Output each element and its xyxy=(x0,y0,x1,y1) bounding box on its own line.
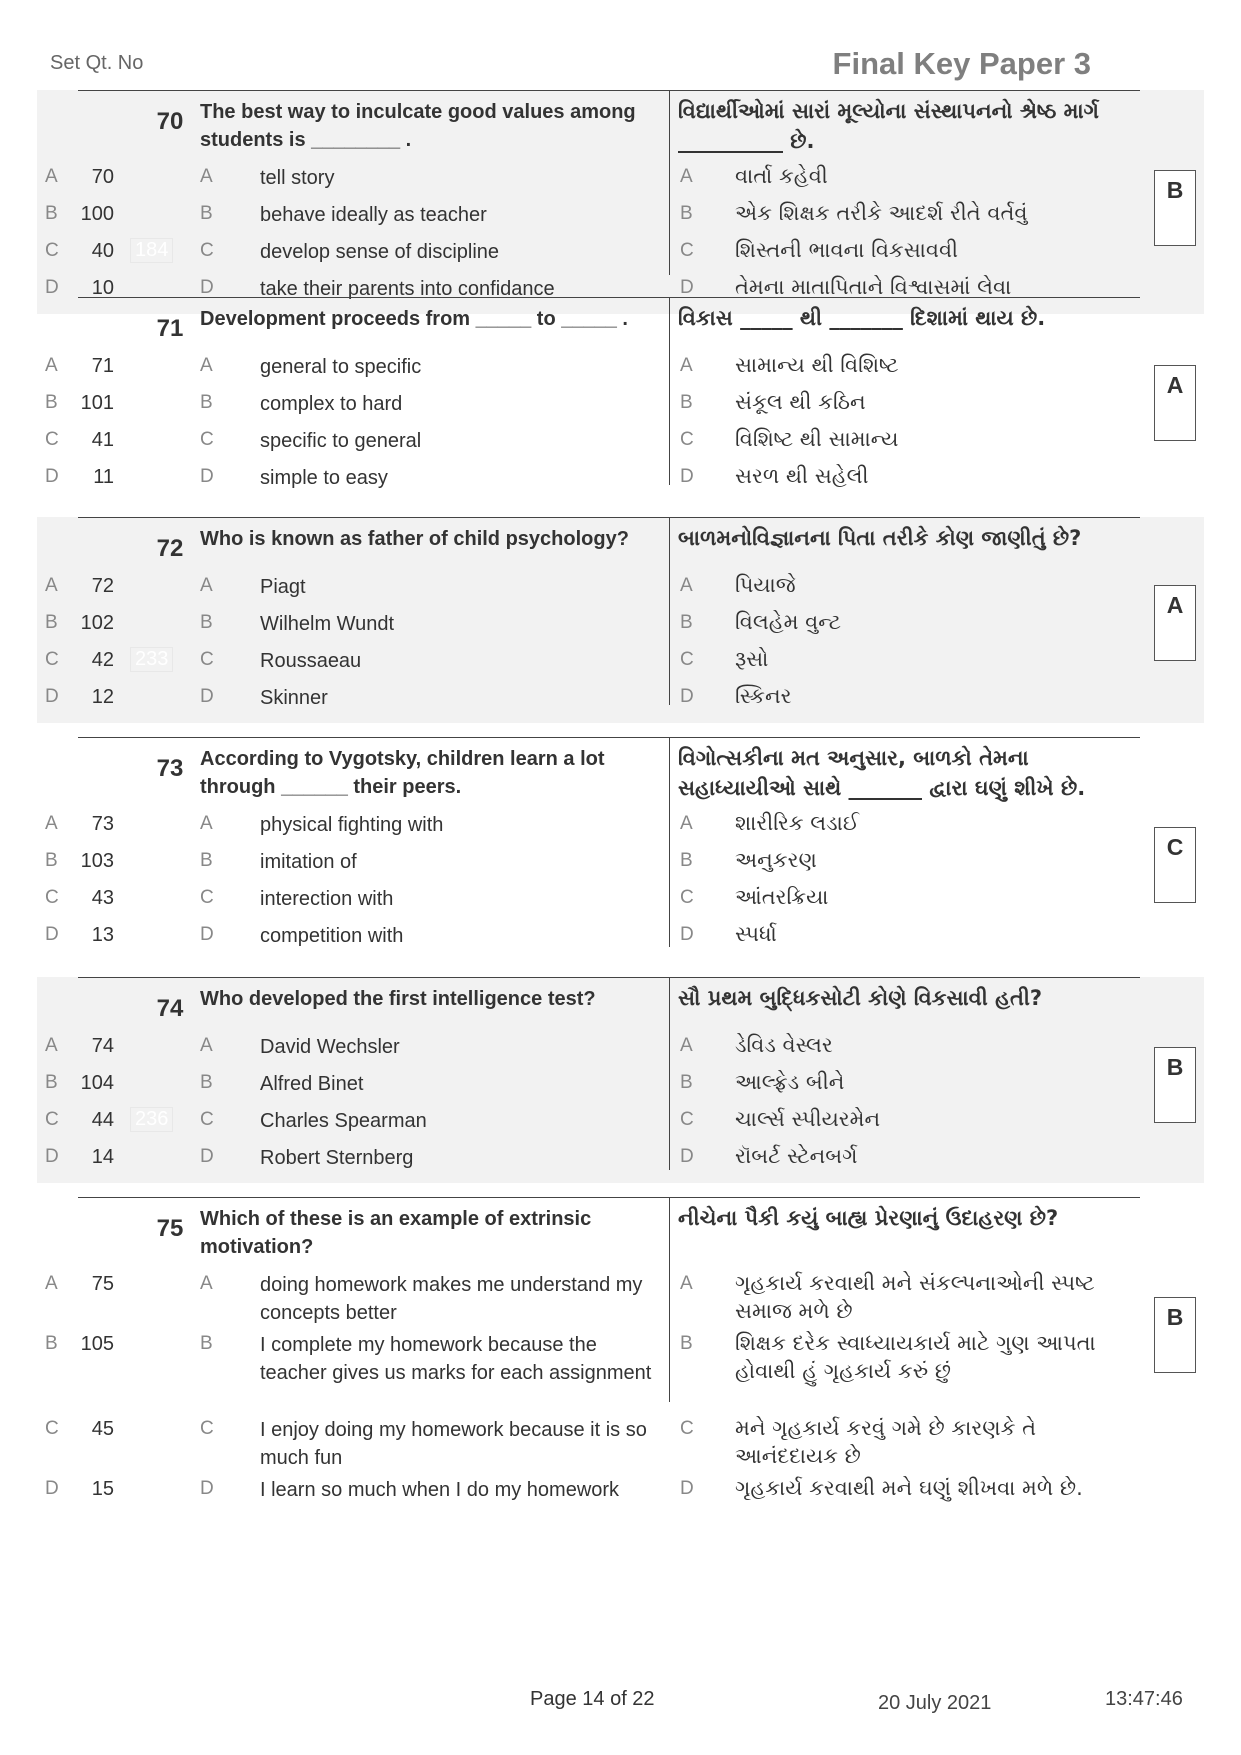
option-letter-english: A xyxy=(200,1273,213,1294)
question-number: 74 xyxy=(156,995,184,1022)
option-text-gujarati: શિસ્તની ભાવના વિકસાવવી xyxy=(735,238,959,262)
option-text-english: Skinner xyxy=(260,687,328,709)
option-letter-gujarati: A xyxy=(680,166,693,187)
option-text-gujarati: રૉબર્ટ સ્ટેનબર્ગ xyxy=(735,1144,858,1168)
option-text-english: behave ideally as teacher xyxy=(260,204,487,226)
option-letter-english: A xyxy=(200,1035,213,1056)
set-question-number: 45 xyxy=(91,1418,114,1440)
question-text-gujarati: બાળમનોવિજ્ઞાનના પિતા તરીકે કોણ જાણીતું છે? xyxy=(678,526,1082,550)
answer-key-box: A xyxy=(1154,365,1196,441)
option-letter-english: B xyxy=(200,203,213,224)
question-text-english: Who is known as father of child psychology? xyxy=(200,528,629,550)
question-text-gujarati: નીચેના પૈકી કયું બાહ્ય પ્રેરણાનું ઉદાહરણ છે? xyxy=(678,1206,1059,1230)
set-question-number: 71 xyxy=(91,355,114,377)
option-text-gujarati: આંતરક્રિયા xyxy=(735,885,829,909)
option-text-english: physical fighting with xyxy=(260,814,444,836)
option-text-english: I complete my homework because the teacher gives us marks for each assignment xyxy=(260,1334,652,1384)
option-text-gujarati: વિલહેમ વુન્ટ xyxy=(735,610,841,634)
option-letter-english: B xyxy=(200,850,213,871)
option-text-english: Robert Sternberg xyxy=(260,1147,414,1169)
set-letter: A xyxy=(45,575,58,596)
option-letter-gujarati: B xyxy=(680,850,693,871)
option-letter-english: D xyxy=(200,686,214,707)
language-divider xyxy=(669,1197,670,1402)
question-text-gujarati: વિગોત્સકીના મત અનુસાર, બાળકો તેમના સહાધ્યાયીઓ સાથે _______ દ્વારા ઘણું શીખે છે. xyxy=(678,746,1086,800)
option-letter-english: A xyxy=(200,813,213,834)
page-footer xyxy=(0,1680,1241,1720)
question-text-gujarati: વિદ્યાર્થીઓમાં સારાં મૂલ્યોના સંસ્થાપનનો શ્રેષ્ઠ માર્ગ __________ છે. xyxy=(678,99,1099,153)
set-question-number: 102 xyxy=(80,612,114,634)
option-letter-english: A xyxy=(200,575,213,596)
answer-key-box: B xyxy=(1154,1297,1196,1373)
option-text-gujarati: સરળ થી સહેલી xyxy=(735,464,869,488)
option-letter-gujarati: A xyxy=(680,575,693,596)
option-letter-english: A xyxy=(200,355,213,376)
set-letter: B xyxy=(45,850,58,871)
set-question-number: 72 xyxy=(91,575,114,597)
option-letter-gujarati: C xyxy=(680,887,694,908)
set-question-number: 101 xyxy=(80,392,114,414)
option-text-english: simple to easy xyxy=(260,467,388,489)
language-divider xyxy=(669,517,670,705)
question-divider xyxy=(78,90,1140,91)
page-number: Page 14 of 22 xyxy=(530,1688,655,1710)
answer-key-box: B xyxy=(1154,170,1196,246)
set-letter: C xyxy=(45,1109,59,1130)
option-text-gujarati: શારીરિક લડાઈ xyxy=(735,811,860,835)
option-letter-gujarati: A xyxy=(680,813,693,834)
option-text-gujarati: ગૃહકાર્ય કરવાથી મને સંકલ્પનાઓની સ્પષ્ટ સમાજ મળે છે xyxy=(735,1271,1095,1323)
option-text-english: I enjoy doing my homework because it is so much fun xyxy=(260,1419,647,1469)
set-qno-label: Set Qt. No xyxy=(50,52,144,74)
option-text-english: imitation of xyxy=(260,851,357,873)
option-letter-english: B xyxy=(200,392,213,413)
option-letter-english: B xyxy=(200,612,213,633)
option-text-gujarati: વિશિષ્ટ થી સામાન્ય xyxy=(735,427,899,451)
page-title: Final Key Paper 3 xyxy=(832,46,1091,81)
set-question-number: 43 xyxy=(91,887,114,909)
set-question-number: 40 xyxy=(91,240,114,262)
option-text-english: doing homework makes me understand my concepts better xyxy=(260,1274,643,1324)
set-letter: D xyxy=(45,1146,59,1167)
option-text-gujarati: ગૃહકાર્ય કરવાથી મને ઘણું શીખવા મળે છે. xyxy=(735,1476,1083,1500)
option-text-gujarati: સ્પર્ધા xyxy=(735,922,777,946)
set-question-number: 41 xyxy=(91,429,114,451)
option-letter-gujarati: C xyxy=(680,1109,694,1130)
option-letter-gujarati: C xyxy=(680,240,694,261)
set-letter: A xyxy=(45,1035,58,1056)
option-text-english: take their parents into confidance xyxy=(260,278,555,300)
set-letter: D xyxy=(45,686,59,707)
language-divider xyxy=(669,977,670,1170)
set-question-number: 44 xyxy=(91,1109,114,1131)
set-question-number: 12 xyxy=(91,686,114,708)
option-letter-english: C xyxy=(200,429,214,450)
page-header xyxy=(0,0,1241,90)
set-letter: A xyxy=(45,1273,58,1294)
option-letter-gujarati: D xyxy=(680,686,694,707)
set-question-number: 10 xyxy=(91,277,114,299)
set-question-number: 70 xyxy=(91,166,114,188)
option-letter-gujarati: A xyxy=(680,1035,693,1056)
set-question-number: 15 xyxy=(91,1478,114,1500)
faint-watermark-number: 236 xyxy=(130,1107,173,1132)
option-text-gujarati: પિયાજે xyxy=(735,573,796,597)
option-text-gujarati: સામાન્ય થી વિશિષ્ટ xyxy=(735,353,899,377)
set-letter: B xyxy=(45,392,58,413)
option-text-english: general to specific xyxy=(260,356,422,378)
option-text-english: competition with xyxy=(260,925,404,947)
option-letter-english: B xyxy=(200,1333,213,1354)
option-text-gujarati: એક શિક્ષક તરીકે આદર્શ રીતે વર્તવું xyxy=(735,201,1028,225)
set-letter: D xyxy=(45,277,59,298)
question-block xyxy=(0,977,1241,1183)
option-text-gujarati: અનુકરણ xyxy=(735,848,817,872)
set-letter: B xyxy=(45,1333,58,1354)
print-time: 13:47:46 xyxy=(1105,1688,1183,1710)
option-letter-english: D xyxy=(200,1478,214,1499)
option-text-english: Roussaeau xyxy=(260,650,362,672)
option-letter-gujarati: D xyxy=(680,1146,694,1167)
question-number: 70 xyxy=(156,108,184,135)
option-letter-english: D xyxy=(200,924,214,945)
option-text-english: develop sense of discipline xyxy=(260,241,500,263)
answer-key-box: B xyxy=(1154,1047,1196,1123)
set-letter: B xyxy=(45,1072,58,1093)
print-date: 20 July 2021 xyxy=(878,1692,992,1714)
question-number: 71 xyxy=(156,315,184,342)
set-question-number: 74 xyxy=(91,1035,114,1057)
set-question-number: 42 xyxy=(91,649,114,671)
set-question-number: 14 xyxy=(91,1146,114,1168)
option-text-english: I learn so much when I do my homework xyxy=(260,1479,620,1501)
option-letter-english: D xyxy=(200,466,214,487)
question-text-english: Which of these is an example of extrinsic motivation? xyxy=(200,1208,592,1258)
option-text-english: tell story xyxy=(260,167,335,189)
option-text-english: David Wechsler xyxy=(260,1036,400,1058)
set-letter: A xyxy=(45,166,58,187)
question-text-english: According to Vygotsky, children learn a lot through ______ their peers. xyxy=(200,748,605,798)
set-question-number: 104 xyxy=(80,1072,114,1094)
set-letter: A xyxy=(45,355,58,376)
question-block xyxy=(0,1197,1241,1538)
question-block xyxy=(0,90,1241,314)
option-letter-english: A xyxy=(200,166,213,187)
option-letter-english: C xyxy=(200,1418,214,1439)
option-letter-gujarati: B xyxy=(680,392,693,413)
option-letter-english: B xyxy=(200,1072,213,1093)
answer-key-box: A xyxy=(1154,585,1196,661)
option-text-gujarati: રૂસો xyxy=(735,647,769,671)
set-letter: C xyxy=(45,1418,59,1439)
option-text-gujarati: વાર્તા કહેવી xyxy=(735,164,828,188)
option-text-gujarati: સંકૂલ થી કઠિન xyxy=(735,390,866,414)
question-text-gujarati: સૌ પ્રથમ બુદ્ધિકસોટી કોણે વિકસાવી હતી? xyxy=(678,986,1043,1010)
option-text-english: Charles Spearman xyxy=(260,1110,427,1132)
question-text-english: Who developed the first intelligence test? xyxy=(200,988,596,1010)
set-letter: A xyxy=(45,813,58,834)
set-question-number: 13 xyxy=(91,924,114,946)
faint-watermark-number: 233 xyxy=(130,647,173,672)
answer-key-box: C xyxy=(1154,827,1196,903)
set-letter: C xyxy=(45,649,59,670)
set-question-number: 73 xyxy=(91,813,114,835)
option-letter-gujarati: D xyxy=(680,1478,694,1499)
option-text-english: interection with xyxy=(260,888,394,910)
option-text-english: Alfred Binet xyxy=(260,1073,364,1095)
option-text-english: complex to hard xyxy=(260,393,403,415)
option-letter-gujarati: A xyxy=(680,355,693,376)
option-letter-gujarati: A xyxy=(680,1273,693,1294)
option-letter-gujarati: B xyxy=(680,612,693,633)
option-letter-english: C xyxy=(200,887,214,908)
set-question-number: 103 xyxy=(80,850,114,872)
option-text-english: specific to general xyxy=(260,430,422,452)
language-divider xyxy=(669,297,670,485)
set-letter: B xyxy=(45,612,58,633)
question-number: 73 xyxy=(156,755,184,782)
set-letter: C xyxy=(45,240,59,261)
option-letter-gujarati: B xyxy=(680,1333,693,1354)
question-number: 72 xyxy=(156,535,184,562)
set-letter: D xyxy=(45,466,59,487)
option-text-english: Wilhelm Wundt xyxy=(260,613,395,635)
option-letter-gujarati: C xyxy=(680,429,694,450)
set-question-number: 75 xyxy=(91,1273,114,1295)
faint-watermark-number: 184 xyxy=(130,238,173,263)
option-letter-english: C xyxy=(200,649,214,670)
set-letter: C xyxy=(45,429,59,450)
question-text-english: Development proceeds from _____ to _____ . xyxy=(200,308,628,330)
question-number: 75 xyxy=(156,1215,184,1242)
set-letter: B xyxy=(45,203,58,224)
question-divider xyxy=(78,977,1140,978)
set-letter: C xyxy=(45,887,59,908)
question-divider xyxy=(78,517,1140,518)
option-text-gujarati: ચાર્લ્સ સ્પીયરમેન xyxy=(735,1107,881,1131)
option-letter-gujarati: D xyxy=(680,466,694,487)
question-text-gujarati: વિકાસ _____ થી _______ દિશામાં થાય છે. xyxy=(678,306,1046,330)
question-divider xyxy=(78,297,1140,298)
option-letter-gujarati: D xyxy=(680,277,694,298)
question-block xyxy=(0,517,1241,723)
option-text-gujarati: આલ્ફ્રેડ બીને xyxy=(735,1070,845,1094)
option-letter-gujarati: C xyxy=(680,649,694,670)
option-letter-gujarati: D xyxy=(680,924,694,945)
question-divider xyxy=(78,737,1140,738)
question-block xyxy=(0,737,1241,961)
language-divider xyxy=(669,90,670,275)
set-question-number: 11 xyxy=(93,466,114,488)
set-letter: D xyxy=(45,1478,59,1499)
option-text-english: Piagt xyxy=(260,576,306,598)
option-letter-english: D xyxy=(200,277,214,298)
set-question-number: 105 xyxy=(80,1333,114,1355)
option-letter-gujarati: B xyxy=(680,1072,693,1093)
option-letter-english: C xyxy=(200,1109,214,1130)
option-letter-gujarati: B xyxy=(680,203,693,224)
option-text-gujarati: તેમના માતાપિતાને વિશ્વાસમાં લેવા xyxy=(735,275,1012,299)
option-text-gujarati: ડેવિડ વેસ્લર xyxy=(735,1033,833,1057)
set-letter: D xyxy=(45,924,59,945)
option-text-gujarati: મને ગૃહકાર્ય કરવું ગમે છે કારણકે તે આનંદદાયક છે xyxy=(735,1416,1036,1468)
question-text-english: The best way to inculcate good values among students is ________ . xyxy=(200,101,636,151)
option-text-gujarati: સ્કિનર xyxy=(735,684,792,708)
option-letter-gujarati: C xyxy=(680,1418,694,1439)
option-letter-english: C xyxy=(200,240,214,261)
option-letter-english: D xyxy=(200,1146,214,1167)
option-text-gujarati: શિક્ષક દરેક સ્વાધ્યાયકાર્ય માટે ગુણ આપતા હોવાથી હું ગૃહકાર્ય કરું છું xyxy=(735,1331,1096,1383)
question-divider xyxy=(78,1197,1140,1198)
question-block xyxy=(0,297,1241,503)
set-question-number: 100 xyxy=(80,203,114,225)
language-divider xyxy=(669,737,670,947)
